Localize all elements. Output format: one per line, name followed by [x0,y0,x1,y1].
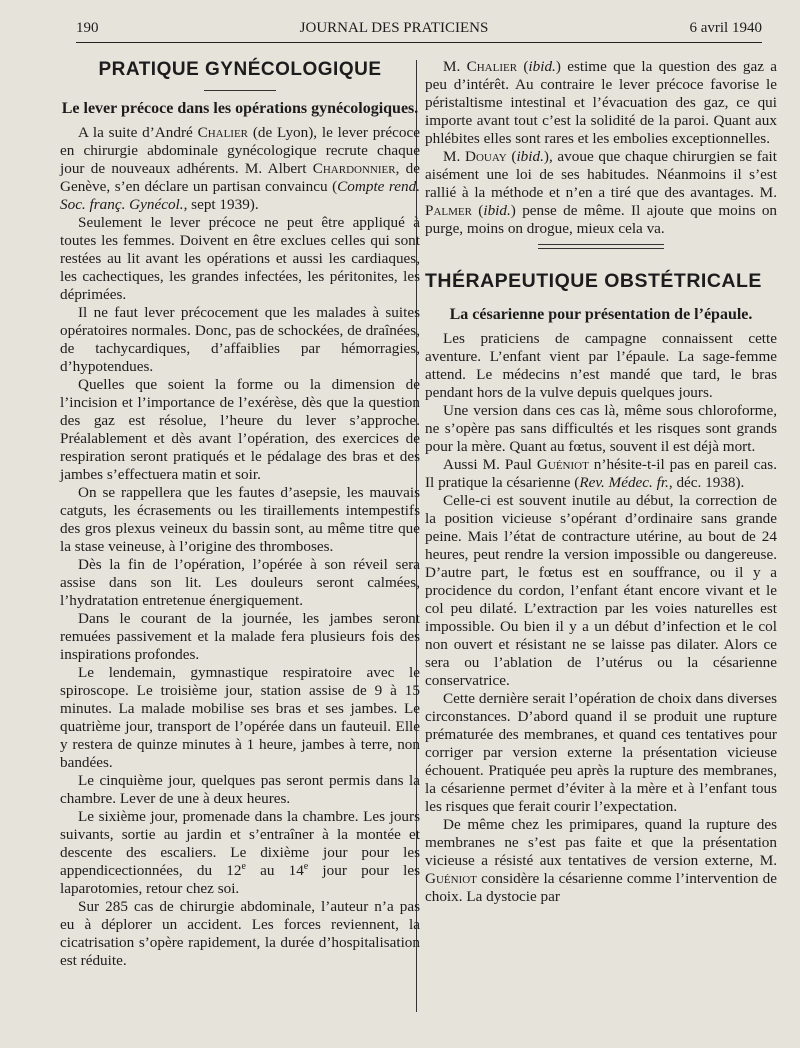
paragraph: Les praticiens de campagne connaissent cette aventure. L’enfant vient par l’épaule. La sage-femme attend. Le médecins n’est mandé que tard, le bras pendant hors de la vulve depuis quelques jours. [425,330,777,401]
paragraph: Le cinquième jour, quelques pas seront permis dans la chambre. Lever de une à deux heures. [60,772,420,807]
paragraph: M. Chalier (ibid.) estime que la question des gaz a peu d’intérêt. Au contraire le lever précoce favorise le péristaltisme intestinal et l’évacuation des gaz, ce qui importe avant tout c’est la solidité de la paroi. Quant aux phlébites elles sont rares et les embolies exceptionnelles. [425,58,777,147]
title-rule [204,90,276,91]
article-subhead: La césarienne pour présentation de l’épaule. [449,306,753,323]
page-number: 190 [76,20,99,36]
paragraph: Aussi M. Paul Guéniot n’hésite-t-il pas en pareil cas. Il pratique la césarienne (Rev. Médec. fr., déc. 1938). [425,456,777,491]
section-separator [538,244,664,249]
journal-title: JOURNAL DES PRATICIENS [299,20,489,36]
paragraph: A la suite d’André Chalier (de Lyon), le lever précoce en chirurgie abdominale gynécologique recrute chaque jour de nouveaux adhérents. M. Albert Chardonnier, de Genève, s’en déclare un partisan convaincu (Compte rend. Soc. franç. Gynécol., sept 1939). [60,124,420,213]
paragraph: Il ne faut lever précocement que les malades à suites opératoires normales. Donc, pas de schockées, de draînées, de tachycardiques, d’affaiblies par hémorragies, d’hypotendues. [60,304,420,375]
paragraph: On se rappellera que les fautes d’asepsie, les mauvais catguts, les écrasements ou les tiraillements intempestifs des gros plexus veineux du bassin sont, au même titre que la stase veineuse, à l’origine des thromboses. [60,484,420,555]
paragraph: Une version dans ces cas là, même sous chloroforme, ne s’opère pas sans difficultés et les risques sont grands pour la mère. Quant au fœtus, souvent il est déjà mort. [425,402,777,455]
running-head [76,20,762,43]
paragraph: Sur 285 cas de chirurgie abdominale, l’auteur n’a pas eu à déplorer un accident. Les forces reviennent, la cicatrisation s’opère rapidement, la durée d’hospitalisation est réduite. [60,898,420,969]
section-title-obstetricale: THÉRAPEUTIQUE OBSTÉTRICALE [425,270,762,292]
paragraph: Cette dernière serait l’opération de choix dans diverses circonstances. D’abord quand il se produit une rupture prématurée des membranes, et quand ces tentatives pour corriger par version externe la présentation vicieuse échouent. Pratiquée peu après la rupture des membranes, la césarienne permet d’éviter à la mère et à l’enfant tous les risques que ferait courir l’expectation. [425,690,777,815]
paragraph: Le lendemain, gymnastique respiratoire avec le spiroscope. Le troisième jour, station assise de 9 à 15 minutes. La malade mobilise ses bras et ses jambes. Le quatrième jour, transport de l’opérée dans un fauteuil. Elle y restera de quinze minutes à 1 heure, jambes à terre, non bandées. [60,664,420,771]
paragraph: Dans le courant de la journée, les jambes seront remuées passivement et la malade fera plusieurs fois des inspirations profondes. [60,610,420,663]
right-column [425,58,777,906]
paragraph: M. Douay (ibid.), avoue que chaque chirurgien se fait aisément une loi de ses habitudes. Néanmoins il s’est rallié à la méthode et n’en a tiré que des avantages. M. Palmer (ibid.) pense de même. Il ajoute que moins on purge, moins on drogue, mieux cela va. [425,148,778,237]
issue-date: 6 avril 1940 [689,20,762,36]
paragraph: De même chez les primipares, quand la rupture des membranes ne s’est pas faite et que la présentation vicieuse a résisté aux tentatives de version externe, M. Guéniot considère la césarienne comme l’intervention de choix. La dystocie par [425,816,777,905]
paragraph: Quelles que soient la forme ou la dimension de l’incision et l’importance de l’exérèse, dès que la question des gaz est résolue, l’heure du lever s’approche. Préalablement et dès avant l’opération, des exercices de respiration seront pratiqués et le pédalage des bras et des jambes s’effectuera matin et soir. [60,376,420,483]
section-title-gynecologique: PRATIQUE GYNÉCOLOGIQUE [98,59,382,80]
paragraph: Le sixième jour, promenade dans la chambre. Les jours suivants, sortie au jardin et s’entraîner à la montée et descente des escaliers. Le dixième jour pour les appendicectionnées, du 12e au 14e jour pour les laparotomies, retour chez soi. [60,808,420,897]
left-column [60,58,420,970]
paragraph: Celle-ci est souvent inutile au début, la correction de la position vicieuse s’opérant d’ordinaire sans grande peine. Mais l’état de contracture utérine, au bout de 24 heures, peut rendre la version impossible ou dangereuse. D’autre part, le fœtus est en souffrance, ou il y a procidence du cordon, l’enfant étant encore vivant et le col peu dilaté. L’extraction par les voies naturelles est impossible. Ou bien il y a un début d’infection et le col non ouvert et résistant ne se laisse pas dilater. Alors ce sera ou l’ablation de l’utérus ou la césarienne conservatrice. [425,492,777,689]
article-subhead: Le lever précoce dans les opérations gynécologiques. [61,100,419,117]
paragraph: Seulement le lever précoce ne peut être appliqué à toutes les femmes. Doivent en être exclues celles qui sont restées au lit avant les opérations et aussi les cardiaques, les cachectiques, les grandes infectées, les péritonites, les déprimées. [60,214,420,303]
paragraph: Dès la fin de l’opération, l’opérée à son réveil sera assise dans son lit. Les douleurs seront calmées, l’hydratation entretenue énergiquement. [60,556,420,609]
